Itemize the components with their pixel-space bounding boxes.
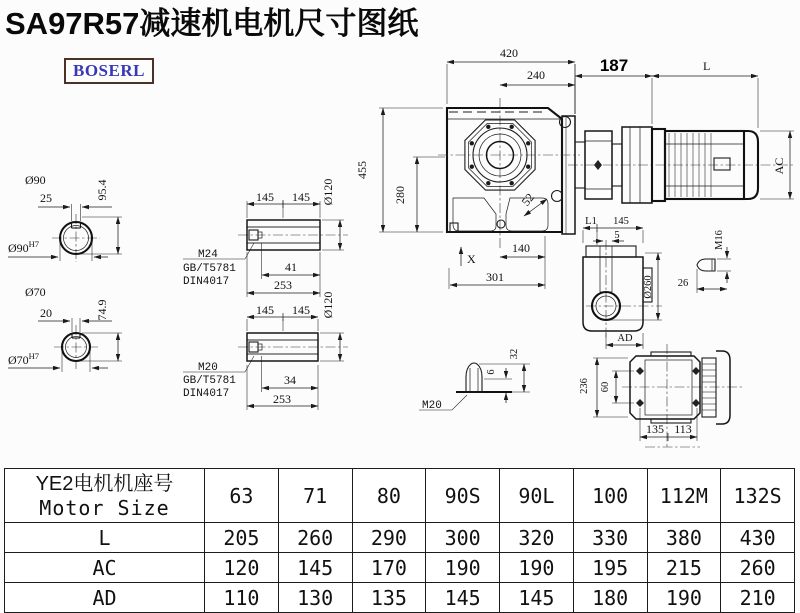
gearbox-rear-view [579,344,742,447]
table-header-motor-size [5,469,205,523]
hub2-depth-label: 34 [284,373,296,387]
col-header: 100 [573,469,647,523]
cell: 110 [205,583,279,613]
table-header-row [5,469,795,523]
row-label: AC [5,553,205,583]
cell: 190 [500,553,574,583]
side-dia-label: Ø260 [643,275,654,299]
rear-113-label: 113 [674,422,692,436]
cell: 145 [278,553,352,583]
hub2-std1-label: GB/T5781 [183,375,236,387]
gearbox-front-view [355,46,580,289]
hub2-seg1-label: 145 [256,303,274,317]
hub2-dia-label: Ø120 [321,291,335,319]
cell: 210 [721,583,795,613]
plug-32-label: 32 [509,348,520,360]
hub1-depth-label: 41 [285,260,297,274]
table-row-L [5,523,795,553]
hub2-std2-label: DIN4017 [183,388,230,400]
cell: 205 [205,523,279,553]
rear-236-label: 236 [579,378,590,394]
shaft2-fit-label: $Ø70^{H7}$ [8,351,40,367]
hub2-bolt-label: M20 [198,362,218,374]
cell: 180 [573,583,647,613]
hub2-length-label: 253 [273,392,291,406]
front-width2-label: 240 [527,68,545,82]
shaft2-height-label: 74.9 [95,299,109,321]
hub-section-bottom-view [183,292,348,410]
plug-bolt-view [419,349,530,412]
hub1-std1-label: GB/T5781 [183,263,236,275]
front-width-label: 420 [500,46,518,60]
cell: 120 [205,553,279,583]
col-header: 71 [278,469,352,523]
cell: 430 [721,523,795,553]
col-header: 132S [721,469,795,523]
boserl-logo: BOSERL [64,58,154,84]
shaft1-height-label: 95.4 [95,179,109,201]
shaft1-dia-label: Ø90 [25,173,46,187]
cell: 380 [647,523,721,553]
side-l1-label: L1 [585,216,597,227]
shaft1-keyway-label: 25 [40,191,52,205]
col-header: 63 [205,469,279,523]
header-en: Motor Size [39,495,170,520]
col-header: 80 [352,469,426,523]
front-x-label: X [467,252,476,266]
rear-135-label: 135 [646,422,664,436]
motor-ac-label: AC [772,157,786,175]
shaft-section-70-view [8,285,122,372]
plug-bolt-label: M20 [422,400,442,412]
header-cn: YE2电机机座号 [35,472,174,495]
row-label: AD [5,583,205,613]
front-140-label: 140 [512,241,530,255]
table-row-AC [5,553,795,583]
cell: 320 [500,523,574,553]
cell: 130 [278,583,352,613]
motor-side-view [568,56,795,203]
cell: 330 [573,523,647,553]
motor-187-label: 187 [599,56,629,75]
side-ad-label: AD [617,333,633,344]
cell: 190 [426,553,500,583]
rear-60-label: 60 [600,381,611,393]
cell: 190 [647,583,721,613]
cell: 170 [352,553,426,583]
plug-6-label: 6 [486,369,497,375]
hub1-dia-label: Ø120 [321,178,335,206]
cell: 145 [500,583,574,613]
hub-section-top-view [183,179,348,297]
col-header: 90S [426,469,500,523]
cell: 260 [278,523,352,553]
front-301-label: 301 [486,270,504,284]
hub1-bolt-label: M24 [198,249,218,261]
cell: 215 [647,553,721,583]
side-145-label: 145 [613,216,629,227]
hub2-seg2-label: 145 [292,303,310,317]
cell: 195 [573,553,647,583]
side-26-label: 26 [677,278,689,289]
hub1-std2-label: DIN4017 [183,276,230,288]
front-52-label: 52 [518,190,538,209]
cell: 145 [426,583,500,613]
hub1-seg1-label: 145 [256,190,274,204]
cell: 300 [426,523,500,553]
cell: 260 [721,553,795,583]
cell: 135 [352,583,426,613]
cell: 290 [352,523,426,553]
table-row-AD [5,583,795,613]
col-header: 90L [500,469,574,523]
shaft2-keyway-label: 20 [40,306,52,320]
shaft1-fit-label: $Ø90^{H7}$ [8,239,40,255]
front-height2-label: 280 [393,186,407,204]
front-height-label: 455 [355,161,369,179]
col-header: 112M [647,469,721,523]
gearbox-side-view [583,216,731,349]
motor-length-label: L [703,59,711,73]
row-label: L [5,523,205,553]
side-5-label: 5 [614,230,620,241]
page-title: SA97R57减速机电机尺寸图纸 [5,6,419,41]
hub1-length-label: 253 [274,278,292,292]
hub1-seg2-label: 145 [292,190,310,204]
side-m16-label: M16 [714,230,725,250]
motor-size-table [4,468,795,613]
shaft2-dia-label: Ø70 [25,285,46,299]
shaft-section-90-view [8,173,122,262]
